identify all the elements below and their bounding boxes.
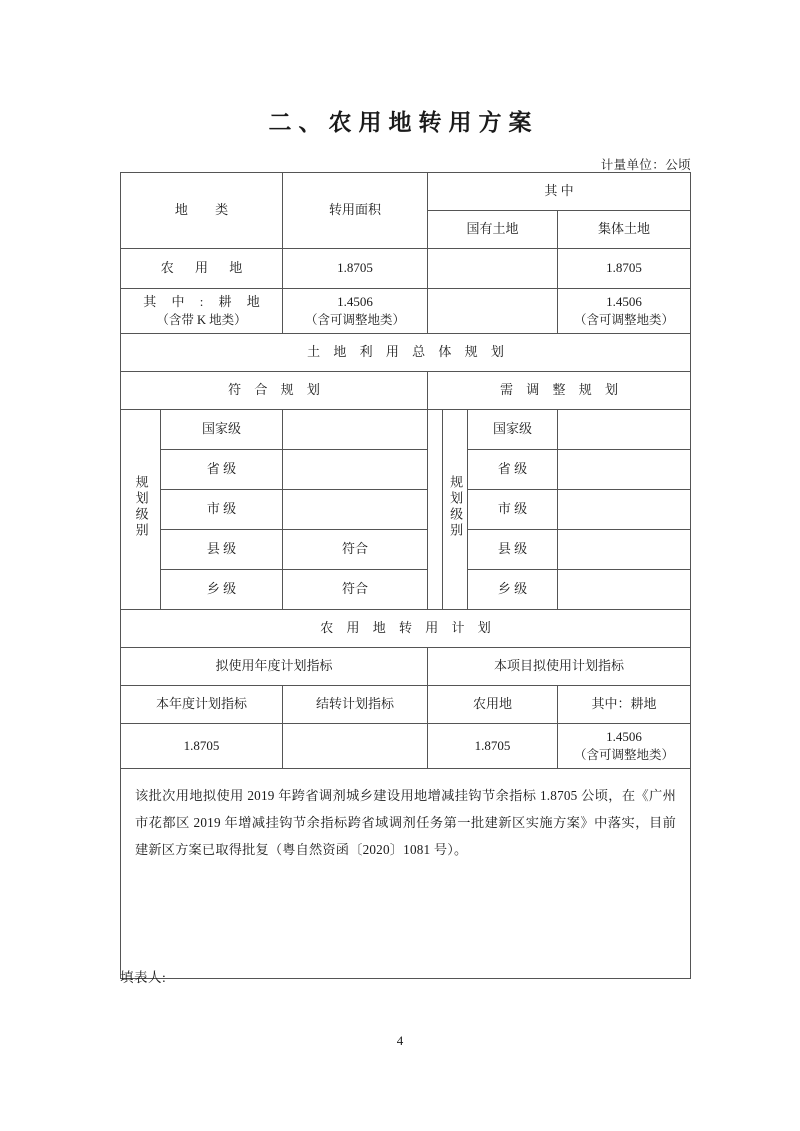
header-current-year-indicator: 本年度计划指标 — [121, 686, 283, 724]
header-carry-over-indicator: 结转计划指标 — [283, 686, 428, 724]
spacer-cell-plan-divider — [428, 410, 443, 610]
level-label-left-provincial: 省 级 — [161, 450, 283, 490]
table-row-overall-plan-title — [121, 334, 691, 372]
header-needs-plan-adjustment: 需 调 整 规 划 — [428, 372, 691, 410]
header-of-which: 其 中 — [428, 173, 691, 211]
level-label-left-township: 乡 级 — [161, 570, 283, 610]
land-conversion-form-table — [120, 172, 691, 979]
page-number: 4 — [396, 1033, 404, 1048]
table-row-note — [121, 769, 691, 979]
table-row-plan-level-provincial — [121, 450, 691, 490]
table-row-plan-indicator-values — [121, 724, 691, 769]
level-label-right-county: 县 级 — [468, 530, 558, 570]
header-agricultural-land-indicator: 农用地 — [428, 686, 558, 724]
level-label-left-national: 国家级 — [161, 410, 283, 450]
table-row-plan-level-township — [121, 570, 691, 610]
row-label-cultivated-sub: （含带 K 地类） — [156, 313, 247, 328]
table-row-plan-level-national — [121, 410, 691, 450]
vertical-label-plan-level-right — [443, 410, 468, 610]
vertical-label-plan-level-left-text: 规划级别 — [133, 474, 149, 539]
table-row-agricultural-land — [121, 249, 691, 289]
table-row-plan-indicator-columns — [121, 686, 691, 724]
cell-cultivated-collective-value: 1.4506 — [606, 293, 642, 309]
header-land-type: 地 类 — [121, 173, 283, 249]
section-title-overall-land-use-plan: 土 地 利 用 总 体 规 划 — [121, 334, 691, 372]
level-value-left-national — [283, 410, 428, 450]
page-title: 二、农用地转用方案 — [268, 110, 539, 135]
section-title-conversion-plan: 农 用 地 转 用 计 划 — [121, 610, 691, 648]
value-agricultural-land-indicator: 1.8705 — [428, 724, 558, 769]
header-conforms-to-plan: 符 合 规 划 — [121, 372, 428, 410]
level-value-left-municipal — [283, 490, 428, 530]
cell-cultivated-collective — [558, 289, 691, 334]
header-cultivated-land-indicator: 其中：耕地 — [558, 686, 691, 724]
cell-agricultural-state-owned — [428, 249, 558, 289]
value-cultivated-land-indicator — [558, 724, 691, 769]
header-collective-land: 集体土地 — [558, 211, 691, 249]
header-project-plan-indicators: 本项目拟使用计划指标 — [428, 648, 691, 686]
table-row-cultivated-land — [121, 289, 691, 334]
level-label-right-township: 乡 级 — [468, 570, 558, 610]
table-row-conversion-plan-title — [121, 610, 691, 648]
cell-cultivated-collective-note: （含可调整地类） — [574, 313, 675, 328]
row-label-agricultural-land: 农 用 地 — [121, 249, 283, 289]
header-converted-area: 转用面积 — [283, 173, 428, 249]
cell-cultivated-converted-value: 1.4506 — [337, 293, 373, 309]
table-row-plan-indicator-groups — [121, 648, 691, 686]
cell-cultivated-state-owned — [428, 289, 558, 334]
form-filler-label: 填表人: — [120, 970, 167, 985]
level-value-right-county — [558, 530, 691, 570]
level-value-left-county: 符合 — [283, 530, 428, 570]
level-label-right-municipal: 市 级 — [468, 490, 558, 530]
header-annual-plan-indicators: 拟使用年度计划指标 — [121, 648, 428, 686]
note-cell — [121, 769, 691, 979]
value-cultivated-land-number: 1.4506 — [606, 728, 642, 744]
row-label-cultivated-land — [121, 289, 283, 334]
table-row-plan-level-county — [121, 530, 691, 570]
level-value-right-provincial — [558, 450, 691, 490]
vertical-label-plan-level-left — [121, 410, 161, 610]
cell-agricultural-converted-area: 1.8705 — [283, 249, 428, 289]
table-row-plan-conformity-headers — [121, 372, 691, 410]
level-label-right-provincial: 省 级 — [468, 450, 558, 490]
cell-cultivated-converted-note: （含可调整地类） — [305, 313, 406, 328]
measurement-unit-note: 计量单位：公顷 — [600, 158, 691, 172]
value-current-year-indicator: 1.8705 — [121, 724, 283, 769]
vertical-label-plan-level-right-text: 规划级别 — [448, 474, 464, 539]
cell-cultivated-converted-area — [283, 289, 428, 334]
note-text: 该批次用地拟使用 2019 年跨省调剂城乡建设用地增减挂钩节余指标 1.8705 公顷，在《广州市花都区 2019 年增减挂钩节余指标跨省域调剂任务第一批建新区实施方案》中落实，目前建新区方案已取得批复（粤自然资函〔2020〕1081 号）。 — [135, 788, 677, 858]
header-state-owned-land: 国有土地 — [428, 211, 558, 249]
level-label-left-municipal: 市 级 — [161, 490, 283, 530]
level-label-right-national: 国家级 — [468, 410, 558, 450]
cell-agricultural-collective: 1.8705 — [558, 249, 691, 289]
table-row-plan-level-municipal — [121, 490, 691, 530]
level-value-right-municipal — [558, 490, 691, 530]
level-value-left-provincial — [283, 450, 428, 490]
table-row-header-landtype — [121, 173, 691, 211]
value-cultivated-land-note: （含可调整地类） — [574, 748, 675, 763]
level-value-right-national — [558, 410, 691, 450]
level-label-left-county: 县 级 — [161, 530, 283, 570]
value-carry-over-indicator — [283, 724, 428, 769]
level-value-left-township: 符合 — [283, 570, 428, 610]
row-label-cultivated-main: 其 中 : 耕 地 — [143, 293, 266, 309]
level-value-right-township — [558, 570, 691, 610]
